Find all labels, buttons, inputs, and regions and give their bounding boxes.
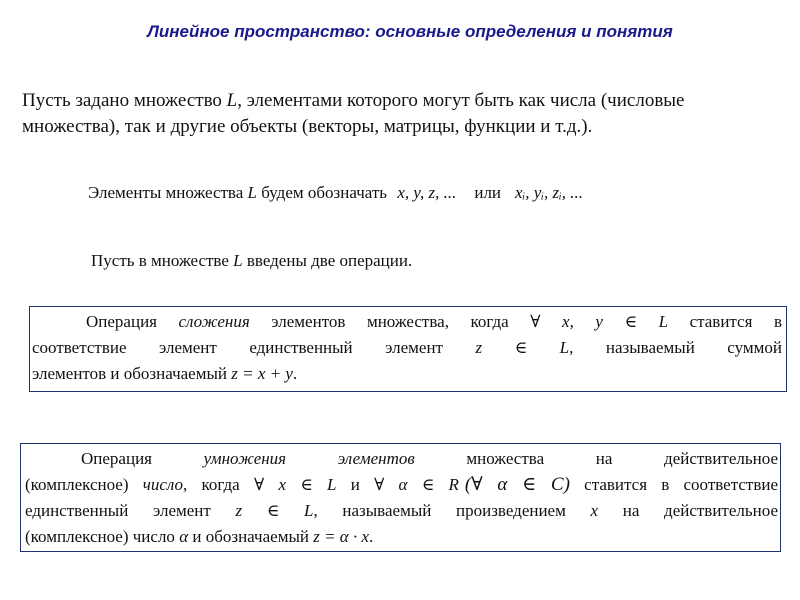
number-term: число bbox=[142, 475, 184, 494]
complex-alpha-formula: (∀ α ∈ C) bbox=[464, 474, 570, 495]
addition-line-3 bbox=[32, 361, 782, 387]
multiplication-text-4-suffix: . bbox=[369, 527, 374, 546]
z-in-L-formula: z ∈ L bbox=[235, 501, 314, 520]
z-in-L-formula: z ∈ L bbox=[475, 338, 570, 357]
addition-text: Операция bbox=[86, 312, 179, 331]
multiplication-text-2-suffix: ставится в соответствие bbox=[569, 475, 779, 494]
plain-variables-formula: x, y, z, ... bbox=[397, 183, 457, 202]
set-variable: L bbox=[247, 183, 257, 202]
sum-formula: z = x + y bbox=[231, 364, 293, 383]
intro-text: Пусть задано множество bbox=[22, 90, 227, 111]
indexed-variables-formula: xᵢ, yᵢ, zᵢ, ... bbox=[515, 183, 584, 202]
forall-x-formula: ∀ x ∈ L bbox=[253, 475, 337, 494]
multiplication-line-1 bbox=[25, 446, 778, 472]
forall-formula: ∀ x, y ∈ L bbox=[530, 312, 669, 331]
multiplication-text-2: (комплексное) bbox=[25, 475, 143, 494]
multiplication-text-3-mid: , называемый произведением bbox=[313, 501, 591, 520]
x-variable: x bbox=[590, 501, 599, 520]
addition-text-mid: элементов множества, когда bbox=[249, 312, 531, 331]
multiplication-line-2 bbox=[25, 472, 778, 498]
multiplication-text-3-suffix: на действительное bbox=[598, 501, 778, 520]
and-word: и bbox=[336, 475, 375, 494]
addition-term: сложения bbox=[178, 312, 250, 331]
slide-title: Линейное пространство: основные определения и понятия bbox=[147, 22, 673, 41]
operations-intro-line bbox=[91, 251, 412, 271]
alpha-variable: α bbox=[179, 527, 189, 546]
set-variable: L bbox=[226, 90, 238, 111]
multiplication-line-4 bbox=[25, 524, 778, 550]
addition-definition-box bbox=[29, 306, 787, 392]
operations-intro-text: Пусть в множестве bbox=[91, 251, 234, 270]
or-word: или bbox=[474, 183, 502, 202]
intro-paragraph bbox=[22, 88, 782, 140]
forall-alpha-formula: ∀ α ∈ R bbox=[374, 475, 459, 494]
addition-line-1 bbox=[32, 309, 782, 335]
addition-text-suffix: ставится в bbox=[668, 312, 782, 331]
addition-text-3: элементов и обозначаемый bbox=[32, 364, 232, 383]
addition-text-2: соответствие элемент единственный элемент bbox=[32, 338, 476, 357]
multiplication-definition-box bbox=[20, 443, 781, 552]
multiplication-text-3: единственный элемент bbox=[25, 501, 236, 520]
addition-text-3-suffix: . bbox=[292, 364, 298, 383]
multiplication-text-4-mid: и обозначаемый bbox=[188, 527, 314, 546]
multiplication-text-2-mid: , когда bbox=[183, 475, 254, 494]
product-formula: z = α · x bbox=[313, 527, 370, 546]
addition-line-2 bbox=[32, 335, 782, 361]
multiplication-term: умножения элементов bbox=[203, 449, 415, 468]
notation-line bbox=[88, 183, 583, 203]
notation-text-2: будем обозначать bbox=[257, 183, 392, 202]
intro-text-rest: , элементами которого могут быть как числа (числовые множества), так и другие объекты (векторы, матрицы, функции и т.д.). bbox=[22, 90, 685, 137]
addition-text-2-suffix: , называемый суммой bbox=[569, 338, 783, 357]
multiplication-line-3 bbox=[25, 498, 778, 524]
multiplication-text-4: (комплексное) число bbox=[25, 527, 180, 546]
notation-text: Элементы множества bbox=[88, 183, 248, 202]
multiplication-text: Операция bbox=[81, 449, 204, 468]
set-variable: L bbox=[233, 251, 243, 270]
operations-intro-text-2: введены две операции. bbox=[242, 251, 413, 270]
multiplication-text-suffix: множества на действительное bbox=[414, 449, 778, 468]
